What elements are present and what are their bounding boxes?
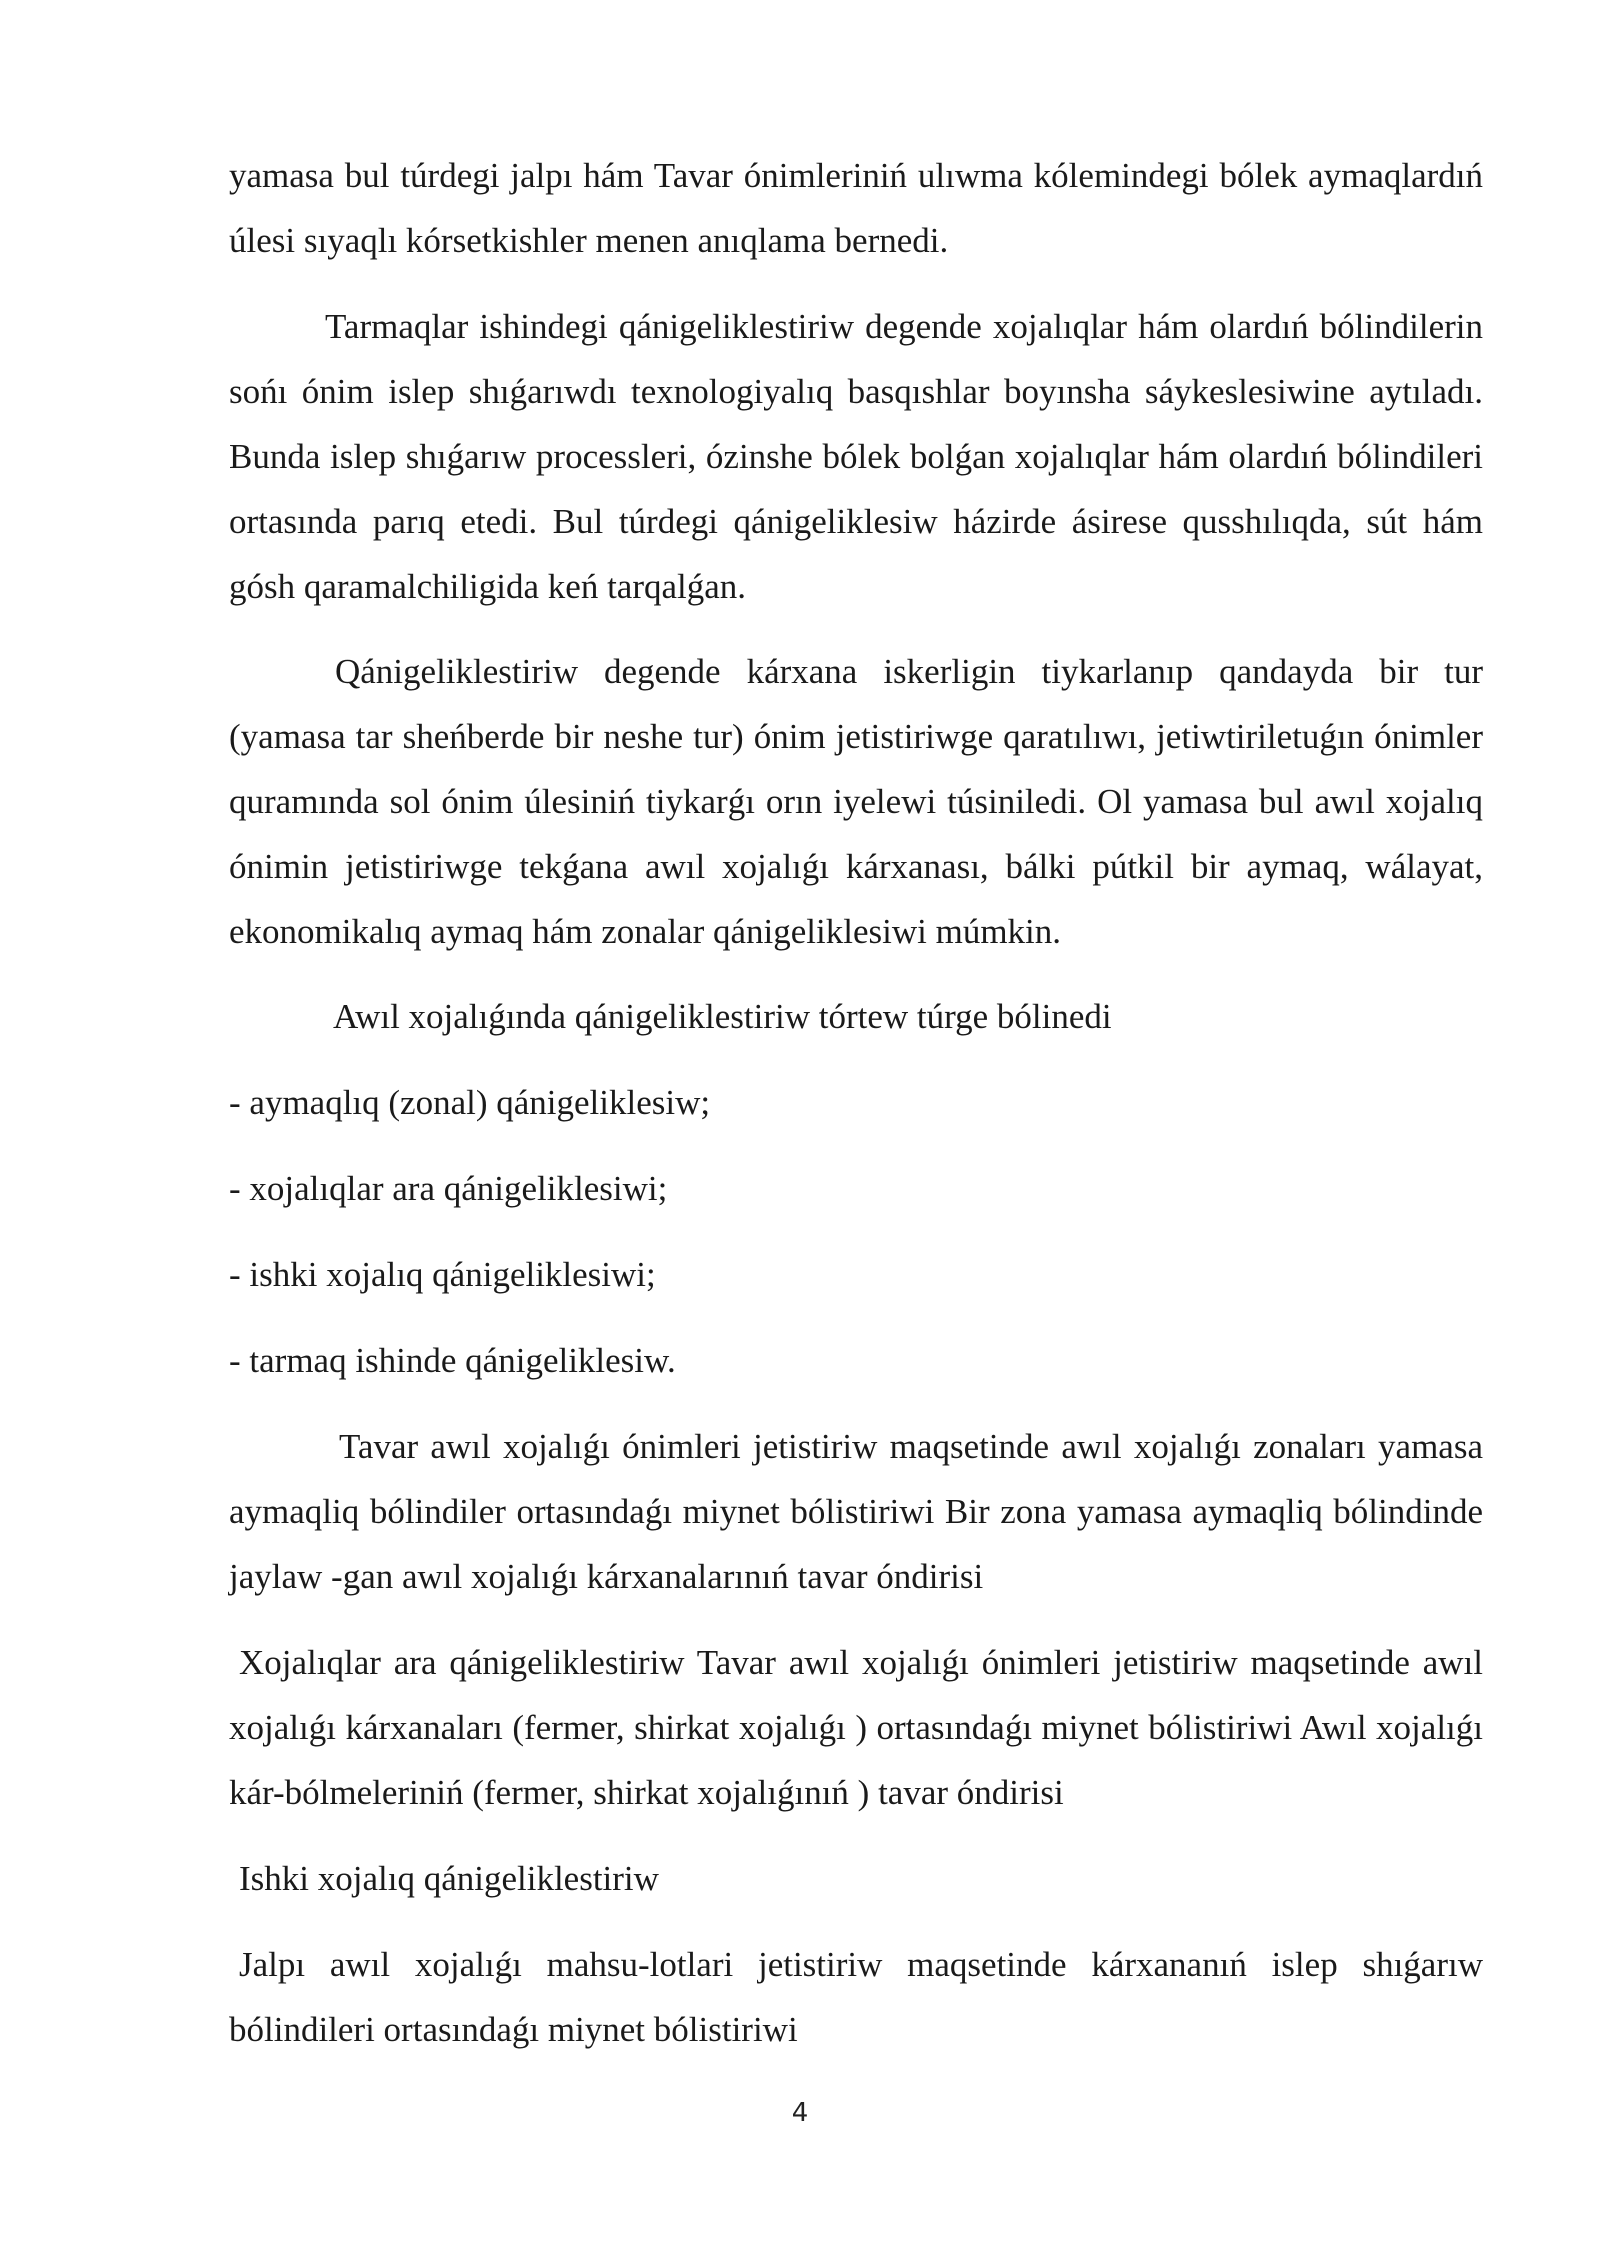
paragraph-interfarm-specialization: Xojalıqlar ara qánigeliklestiriw Tavar awıl xojalıǵı ónimleri jetistiriw maqsetinde awıl xojalıǵı kárxanaları (fermer, shirkat xojalıǵı ) ortasındaǵı miynet bólistiriwi Awıl xojalıǵı kár-bólmeleriniń (fermer, shirkat xojalıǵınıń ) tavar óndirisi [229, 1643, 1483, 1812]
paragraph-zonal-specialization: Tavar awıl xojalıǵı ónimleri jetistiriw maqsetinde awıl xojalıǵı zonaları yamasa aymaqliq bólindiler ortasındaǵı miynet bólistiriwi Bir zona yamasa aymaqliq bólindinde jaylaw -gan awıl xojalıǵı kárxanalarınıń tavar óndirisi [229, 1427, 1483, 1596]
paragraph-four-types-heading: Awıl xojalıǵında qánigeliklestiriw tórtew túrge bólinedi [333, 997, 1112, 1036]
page-number: 4 [791, 2098, 809, 2128]
paragraph-branch-specialization: Tarmaqlar ishindegi qánigeliklestiriw degende xojalıqlar hám olardıń bólindilerin sońı ónim islep shıǵarıwdı texnologiyalıq basqıshlar boyınsha sáykeslesiwine aytıladı. Bunda islep shıǵarıw processleri, ózinshe bólek bolǵan xojalıqlar hám olardıń bólindileri ortasında parıq etedi. Bul túrdegi qánigeliklesiw házirde ásirese qusshılıqda, sút hám gósh qaramalchiligida keń tarqalǵan. [229, 307, 1483, 606]
paragraph-intro: yamasa bul túrdegi jalpı hám Tavar ónimleriniń ulıwma kólemindegi bólek aymaqlardıń úlesi sıyaqlı kórsetkishler menen anıqlama bernedi. [229, 156, 1483, 260]
list-item: - tarmaq ishinde qánigeliklesiw. [229, 1341, 676, 1380]
paragraph-intrafarm-definition: Jalpı awıl xojalıǵı mahsu-lotlari jetistiriw maqsetinde kárxananıń islep shıǵarıw bólindileri ortasındaǵı miynet bólistiriwi [229, 1945, 1483, 2049]
list-item: - xojalıqlar ara qánigeliklesiwi; [229, 1169, 668, 1208]
list-item: - ishki xojalıq qánigeliklesiwi; [229, 1255, 656, 1294]
paragraph-specialization-definition: Qánigeliklestiriw degende kárxana iskerligin tiykarlanıp qandayda bir tur (yamasa tar sheńberde bir neshe tur) ónim jetistiriwge qaratılıwı, jetiwtiriletuǵın ónimler quramında sol ónim úlesiniń tiykarǵı orın iyelewi túsiniledi. Ol yamasa bul awıl xojalıq ónimin jetistiriwge tekǵana awıl xojalıǵı kárxanası, bálki pútkil bir aymaq, wálayat, ekonomikalıq aymaq hám zonalar qánigeliklesiwi múmkin. [229, 652, 1483, 951]
list-item: - aymaqlıq (zonal) qánigeliklesiw; [229, 1083, 711, 1122]
paragraph-intrafarm-heading: Ishki xojalıq qánigeliklestiriw [239, 1859, 659, 1898]
